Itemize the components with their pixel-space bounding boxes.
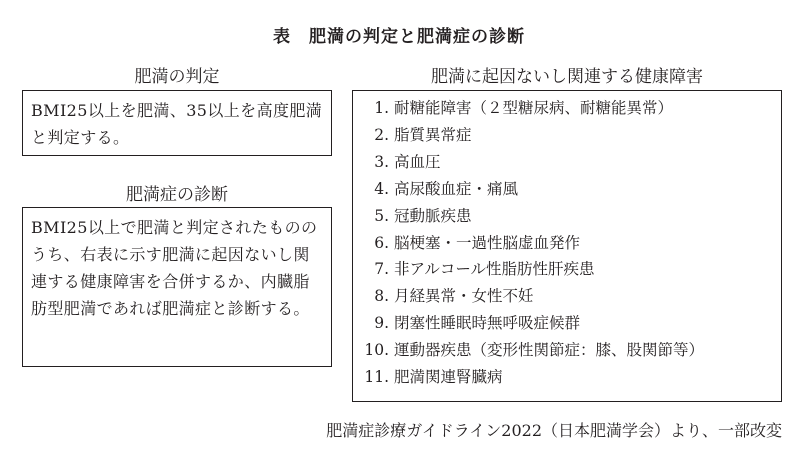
list-item-number: 6. [374,233,389,252]
list-item [363,176,771,203]
health-disorders-box [352,90,782,402]
obesity-judgement-box [22,90,332,156]
list-item-text: 非アルコール性脂肪性肝疾患 [393,260,595,279]
list-item-number: 7. [374,260,389,279]
source-citation: 肥満症診療ガイドライン2022（日本肥満学会）より、一部改変 [326,421,782,440]
obesity-disease-diagnosis-heading: 肥満症の診断 [126,185,228,205]
list-item-text: 冠動脈疾患 [393,206,472,225]
list-item-number: 1. [374,99,389,117]
table-title: 表 肥満の判定と肥満症の診断 [273,27,525,47]
list-item [363,230,771,257]
list-item-number: 11. [364,368,389,387]
list-item-number: 4. [374,179,389,198]
list-item-text: 閉塞性睡眠時無呼吸症候群 [393,314,580,333]
obesity-disease-diagnosis-text: BMI25以上で肥満と判定されたもののうち、右表に示す肥満に起因ないし関連する健康障害を合併するか、内臓脂肪型肥満であれば肥満症と診断する。 [31,218,318,318]
list-item-text: 高尿酸血症・痛風 [393,179,518,198]
list-item [363,364,771,391]
list-item-text: 脂質異常症 [393,125,472,144]
health-disorders-heading: 肥満に起因ないし関連する健康障害 [431,67,703,87]
list-item-number: 5. [374,206,389,225]
list-item-number: 8. [374,287,389,306]
list-item [363,122,771,149]
list-item-text: 月経異常・女性不妊 [393,287,534,306]
list-item-text: 耐糖能障害（２型糖尿病、耐糖能異常） [393,99,673,117]
list-item [363,310,771,337]
list-item [363,337,771,364]
list-item [363,203,771,230]
list-item [363,149,771,176]
list-item-number: 3. [374,152,389,171]
obesity-judgement-text: BMI25以上を肥満、35以上を高度肥満と判定する。 [31,101,323,147]
list-item-number: 9. [374,314,389,333]
health-disorders-list [363,95,771,391]
list-item [363,95,771,122]
list-item-number: 10. [364,341,389,360]
list-item-number: 2. [374,125,389,144]
list-item-text: 運動器疾患（変形性関節症：膝、股関節等） [393,341,704,360]
list-item-text: 脳梗塞・一過性脳虚血発作 [393,233,580,252]
obesity-disease-diagnosis-box [22,207,332,367]
list-item [363,283,771,310]
list-item-text: 肥満関連腎臓病 [393,368,503,387]
list-item [363,256,771,283]
obesity-judgement-heading: 肥満の判定 [134,67,220,87]
list-item-text: 高血圧 [393,152,441,171]
